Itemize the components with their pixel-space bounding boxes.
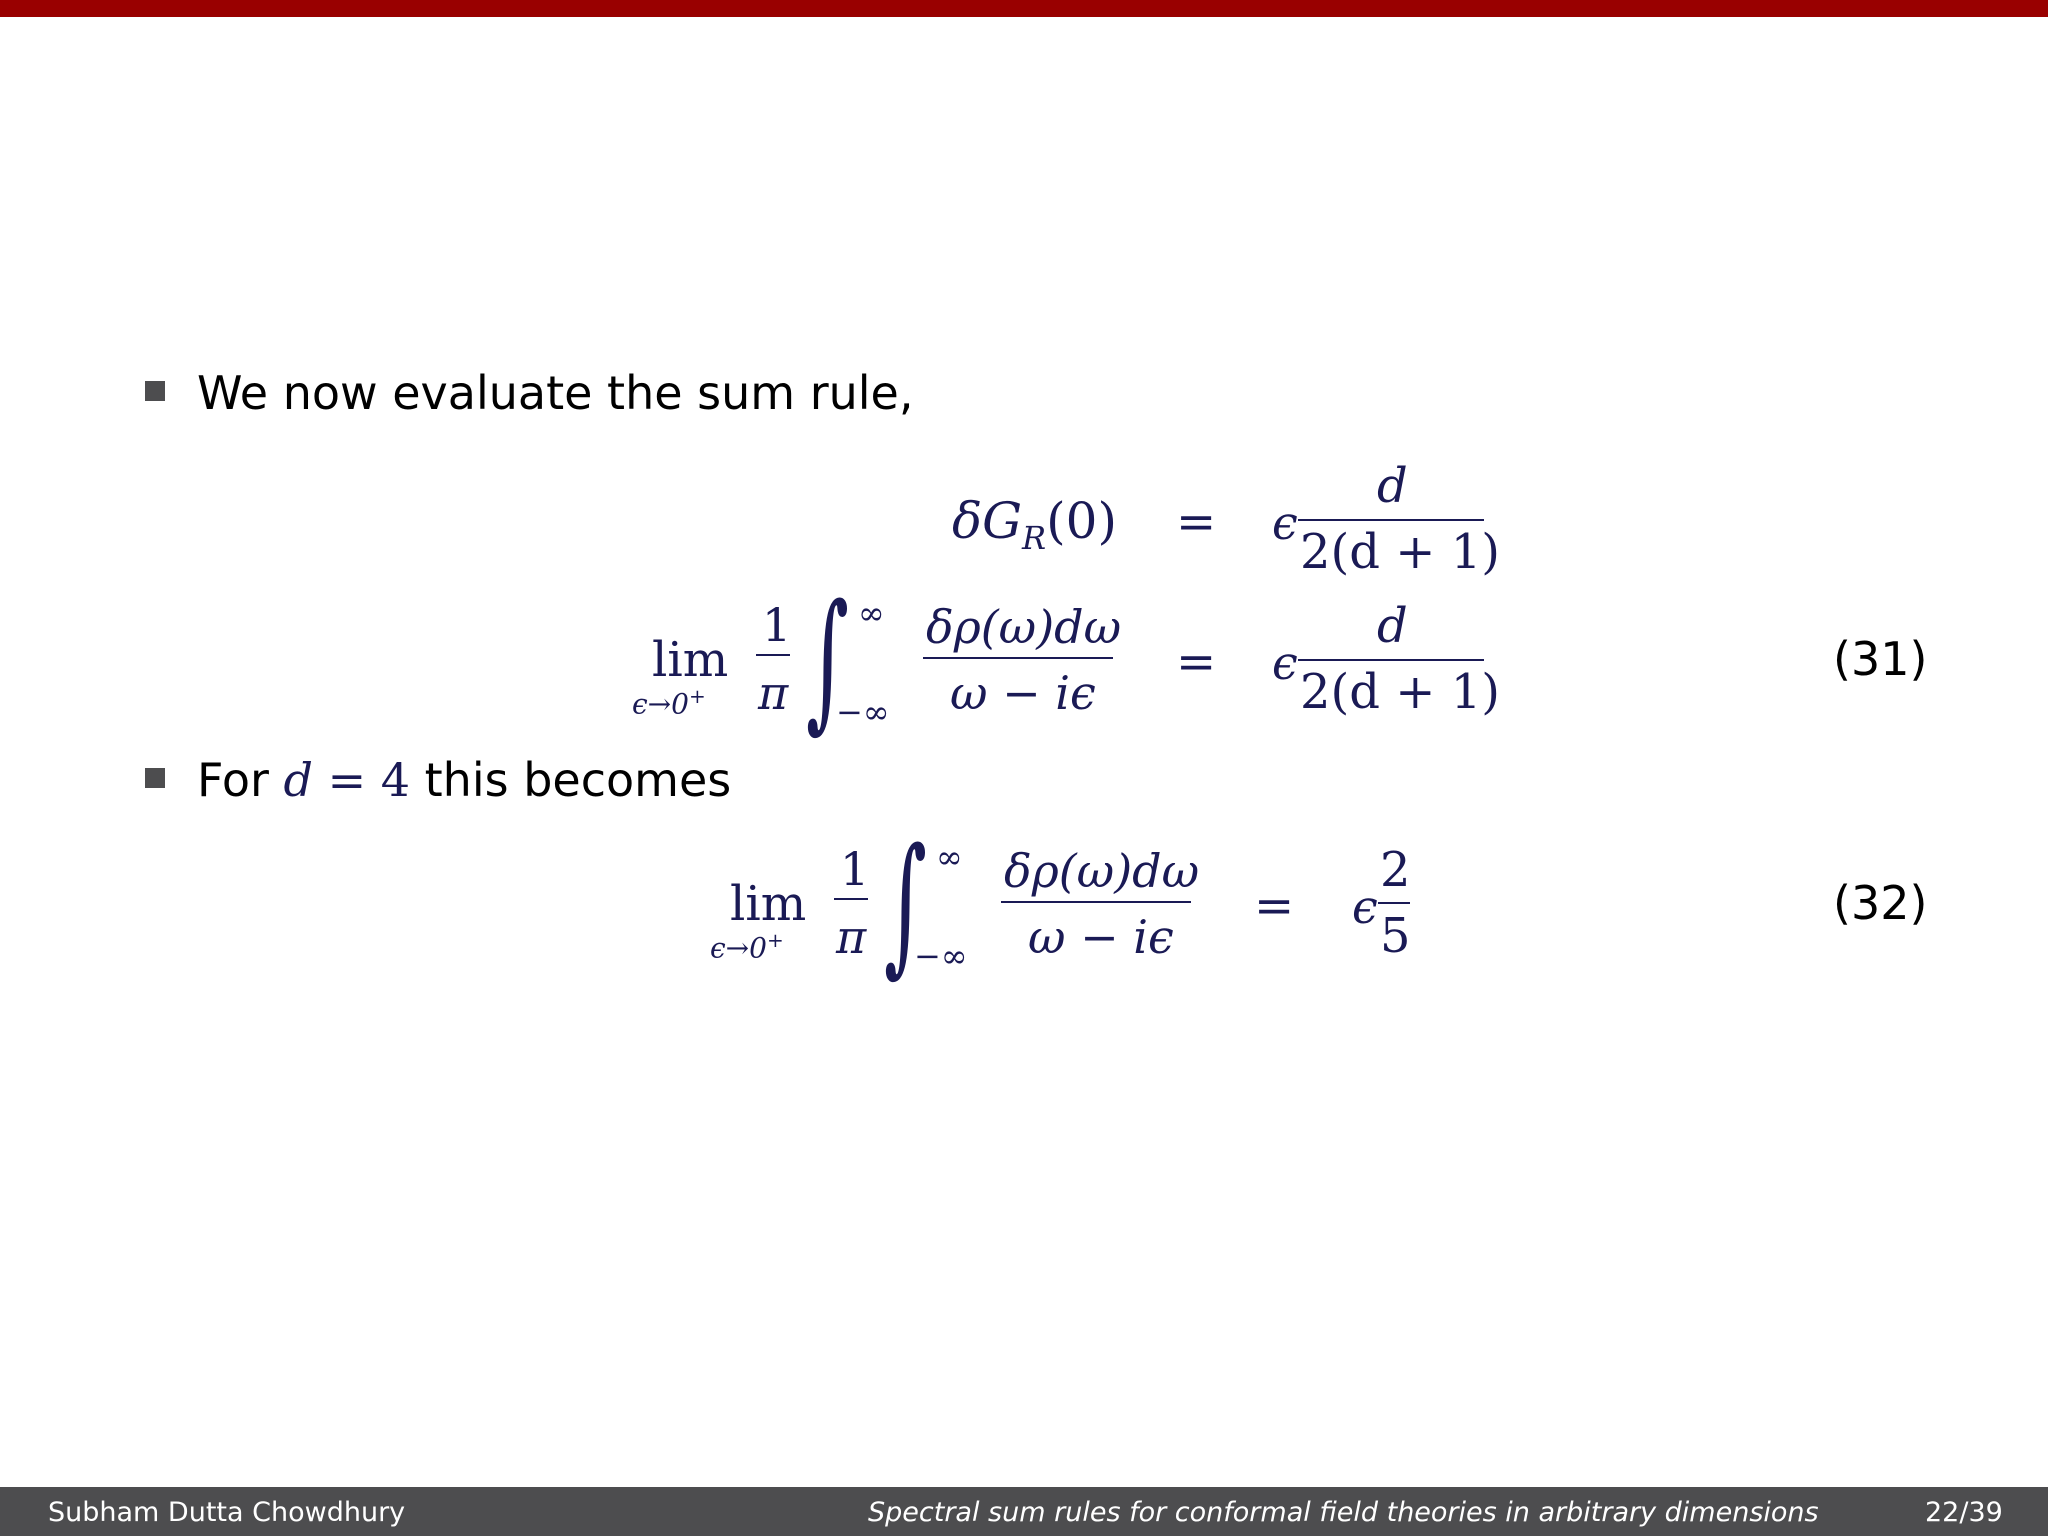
eq31-integrand-numerator: δρ(ω)dω [926, 600, 1122, 654]
eq31-integrand-denominator: ω − iϵ [950, 666, 1096, 720]
eq32-rhs-denominator: 5 [1380, 908, 1411, 964]
eq32-integrand-fraction-bar [1001, 901, 1191, 903]
eq31-lim: lim [652, 632, 729, 688]
eq32-lim-subscript: ϵ→0+ [710, 928, 784, 965]
eq31-line2-numerator: d [1377, 598, 1408, 654]
eq31-line2-denominator: 2(d + 1) [1300, 664, 1500, 720]
eq32-integrand-denominator: ω − iϵ [1028, 910, 1174, 964]
eq31-pi-fraction-bar [756, 654, 790, 656]
top-accent-bar [0, 0, 2048, 17]
bullet-text-2: For d = 4 this becomes [197, 753, 732, 807]
eq32-number: (32) [1833, 876, 1928, 930]
eq31-line2-equals: = [1176, 634, 1217, 690]
eq32-int-upper: ∞ [936, 838, 963, 876]
eq32-pi: π [836, 910, 867, 964]
eq31-line1-epsilon: ϵ [1272, 496, 1298, 550]
eq31-integrand-fraction-bar [923, 657, 1113, 659]
eq31-int-upper: ∞ [858, 594, 885, 632]
footer-bar [0, 1487, 2048, 1536]
eq31-line1-equals: = [1176, 494, 1217, 550]
eq31-line1-denominator: 2(d + 1) [1300, 524, 1500, 580]
eq32-int-lower: −∞ [914, 937, 968, 975]
eq31-line2-epsilon: ϵ [1272, 636, 1298, 690]
eq31-int-lower: −∞ [836, 693, 890, 731]
eq32-pi-fraction-bar [834, 898, 868, 900]
eq31-line2-fraction-bar [1298, 659, 1484, 661]
eq31-line1-fraction-bar [1298, 519, 1484, 521]
eq32-rhs-numerator: 2 [1380, 842, 1411, 898]
eq32-one: 1 [840, 842, 870, 896]
eq32-equals: = [1254, 878, 1295, 934]
bullet-marker [145, 381, 165, 401]
eq32-integrand-numerator: δρ(ω)dω [1004, 844, 1200, 898]
eq32-rhs-fraction-bar [1378, 902, 1410, 904]
eq32-epsilon: ϵ [1352, 880, 1378, 934]
eq32-lim: lim [730, 876, 807, 932]
footer-title: Spectral sum rules for conformal field theories in arbitrary dimensions [868, 1497, 1819, 1528]
eq31-line1-lhs: $\delta G_R(0)$ [952, 492, 1117, 557]
eq32-integral-sign: ∫ [884, 817, 927, 991]
eq31-one: 1 [762, 598, 792, 652]
eq31-integral-sign: ∫ [806, 573, 849, 747]
bullet-marker [145, 768, 165, 788]
eq31-number: (31) [1833, 632, 1928, 686]
eq31-pi: π [758, 666, 789, 720]
eq31-lim-subscript: ϵ→0+ [632, 684, 706, 721]
footer-page-number: 22/39 [1925, 1497, 2003, 1528]
bullet-text-1: We now evaluate the sum rule, [197, 366, 914, 420]
eq31-line1-numerator: d [1377, 458, 1408, 514]
footer-author: Subham Dutta Chowdhury [48, 1497, 406, 1528]
